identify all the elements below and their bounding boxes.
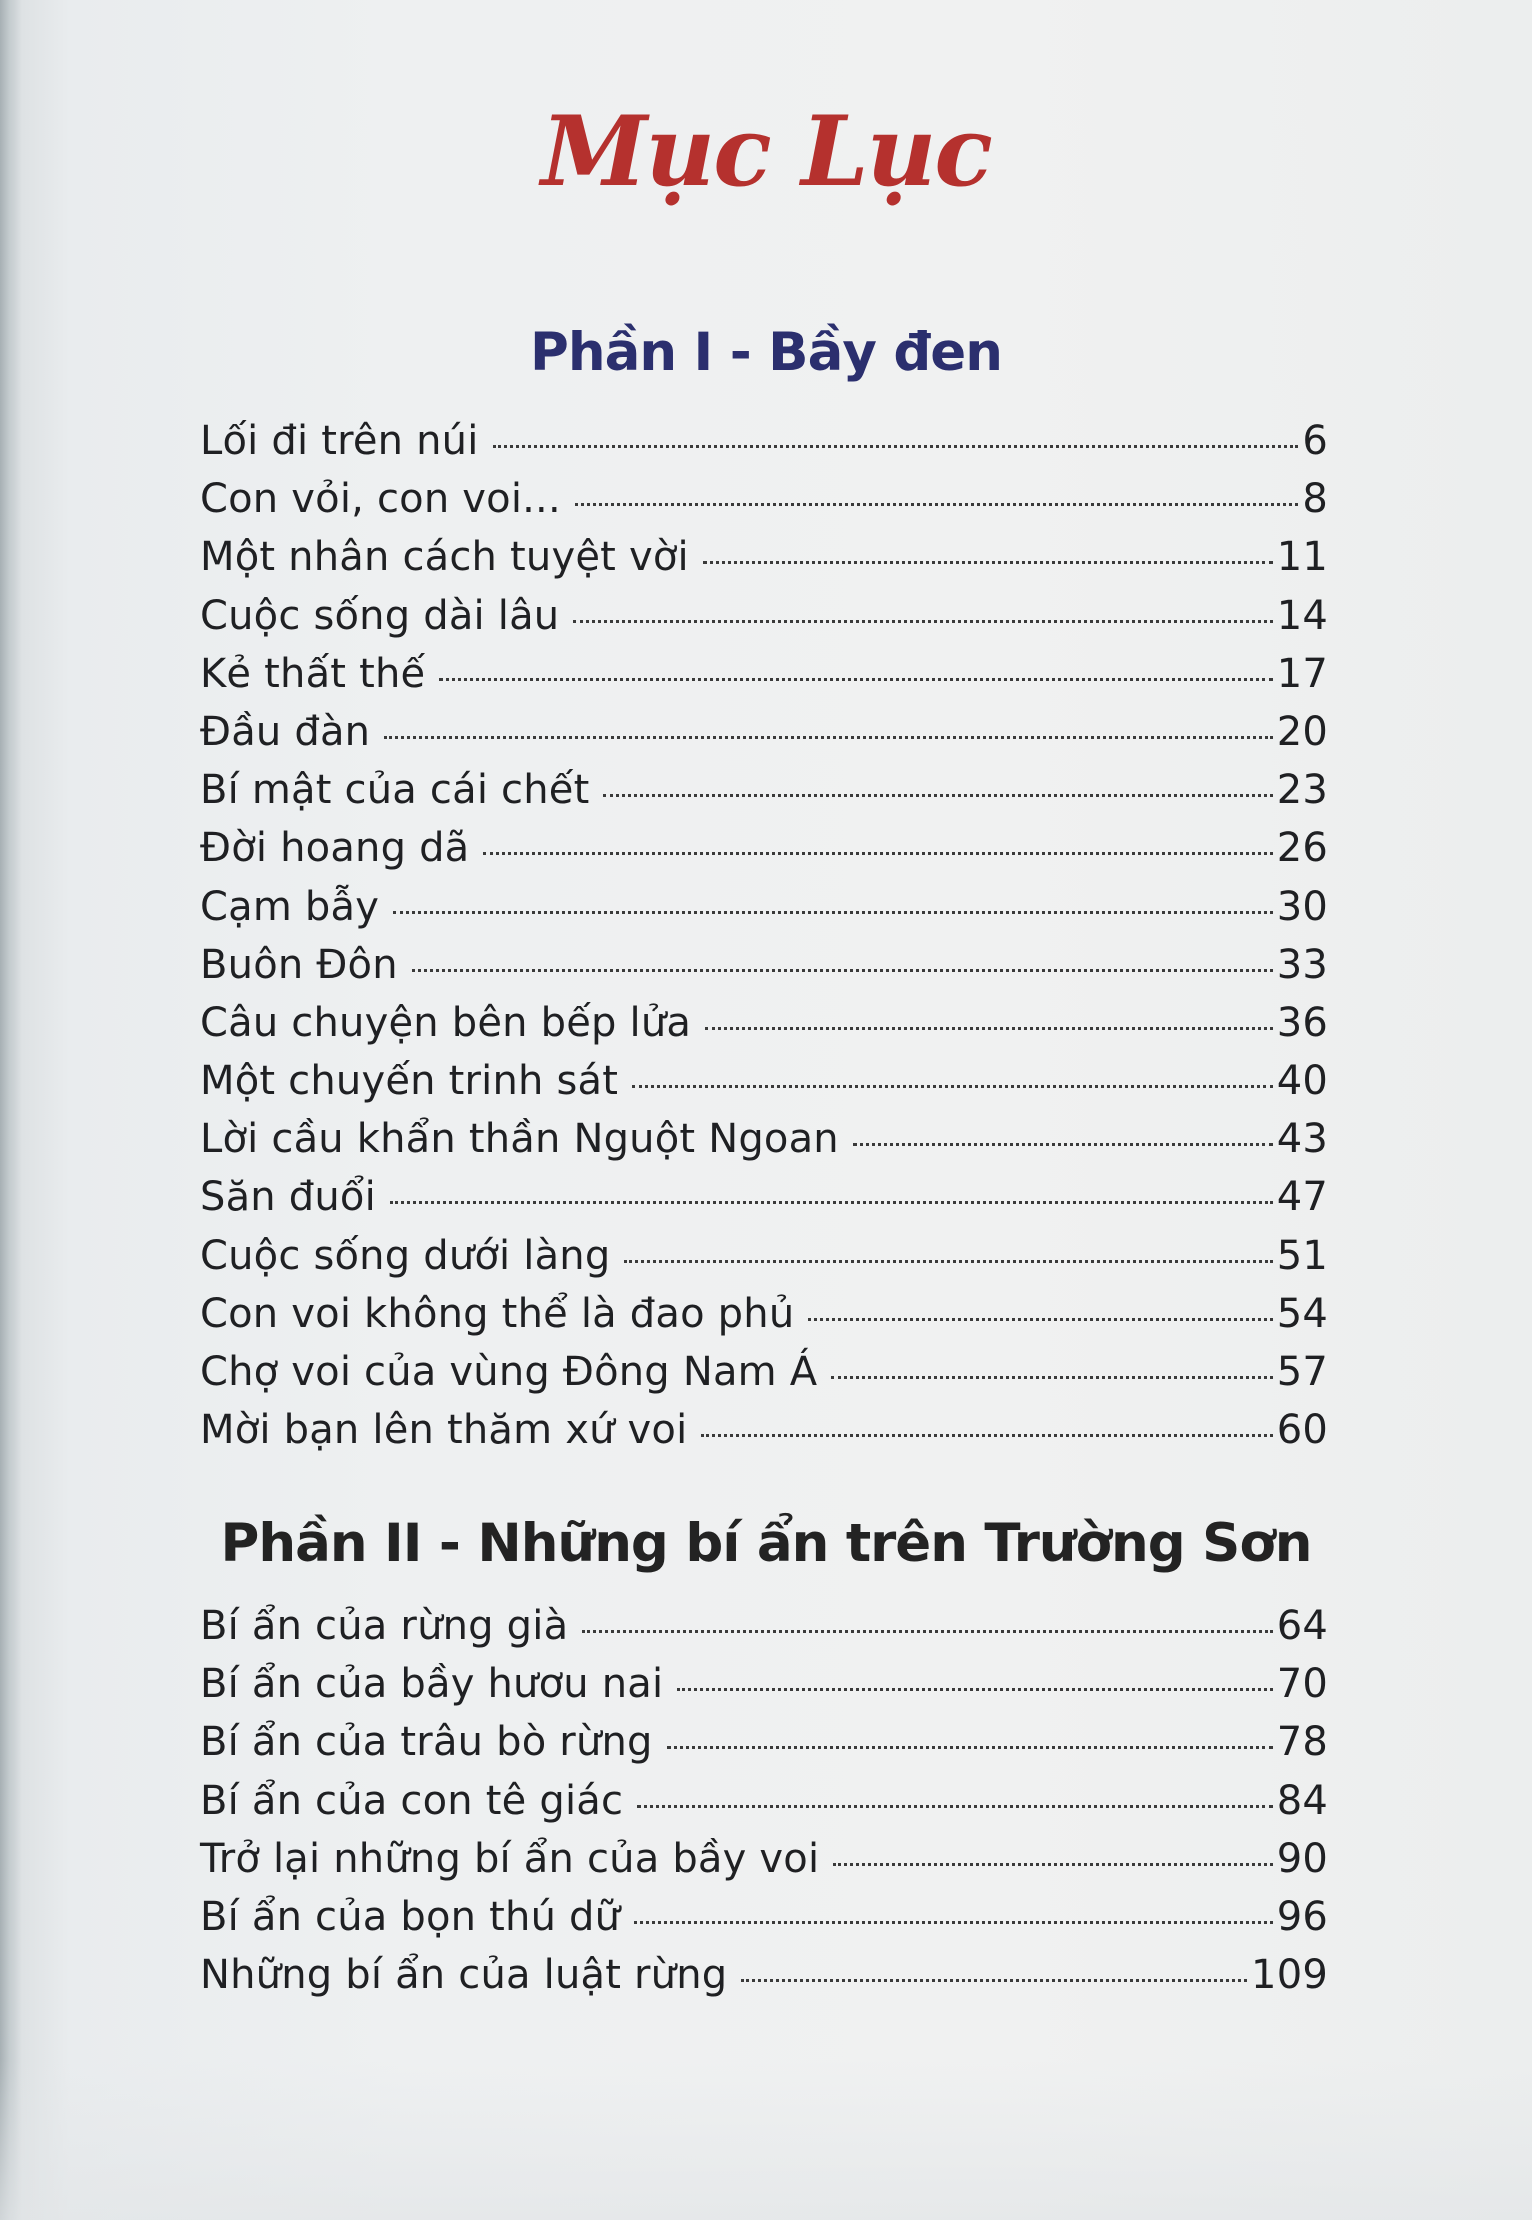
toc-entry — [200, 1778, 1328, 1836]
toc-entry-title: Cuộc sống dưới làng — [200, 1232, 611, 1279]
toc-entry-page-number: 54 — [1276, 1290, 1328, 1337]
toc-entry — [200, 942, 1328, 1000]
toc-entry-page-number: 36 — [1276, 999, 1328, 1046]
section-heading-part-1: Phần I - Bầy đen — [530, 322, 1002, 383]
toc-entry-page-number: 60 — [1276, 1407, 1328, 1454]
toc-entry — [200, 884, 1328, 942]
toc-entry-title: Bí ẩn của con tê giác — [200, 1777, 624, 1824]
toc-entry-title: Trở lại những bí ẩn của bầy voi — [200, 1835, 820, 1882]
toc-list-part-1 — [200, 418, 1328, 1465]
toc-dot-leader — [677, 1688, 1272, 1691]
toc-dot-leader — [741, 1979, 1247, 1982]
toc-list-part-2 — [200, 1603, 1328, 2010]
toc-entry — [200, 1174, 1328, 1232]
toc-dot-leader — [833, 1863, 1272, 1866]
toc-dot-leader — [390, 1201, 1273, 1204]
toc-entry — [200, 767, 1328, 825]
toc-entry — [200, 1291, 1328, 1349]
toc-entry-page-number: 84 — [1276, 1777, 1328, 1824]
toc-entry-page-number: 14 — [1276, 592, 1328, 639]
toc-dot-leader — [384, 736, 1272, 739]
toc-entry-title: Cạm bẫy — [200, 883, 380, 930]
toc-dot-leader — [703, 561, 1273, 564]
toc-entry-title: Con vỏi, con voi... — [200, 476, 561, 523]
toc-entry — [200, 1233, 1328, 1291]
page-title: Mục Lục — [541, 95, 991, 208]
toc-entry-title: Lối đi trên núi — [200, 418, 479, 464]
toc-entry-page-number: 17 — [1276, 650, 1328, 697]
toc-entry-title: Săn đuổi — [200, 1174, 376, 1221]
toc-entry — [200, 418, 1328, 476]
toc-entry-page-number: 30 — [1276, 883, 1328, 930]
toc-dot-leader — [493, 445, 1299, 448]
toc-entry — [200, 593, 1328, 651]
toc-dot-leader — [667, 1746, 1273, 1749]
toc-entry-title: Bí ẩn của bọn thú dữ — [200, 1893, 621, 1940]
toc-dot-leader — [853, 1143, 1273, 1146]
toc-dot-leader — [632, 1085, 1273, 1088]
toc-dot-leader — [439, 678, 1272, 681]
toc-dot-leader — [483, 852, 1272, 855]
toc-entry — [200, 1000, 1328, 1058]
toc-entry-page-number: 26 — [1276, 825, 1328, 872]
page-shadow — [0, 2060, 1532, 2220]
toc-entry-title: Mời bạn lên thăm xứ voi — [200, 1407, 688, 1454]
toc-dot-leader — [637, 1805, 1273, 1808]
toc-entry-title: Con voi không thể là đao phủ — [200, 1290, 795, 1337]
toc-dot-leader — [412, 969, 1273, 972]
toc-entry-title: Một nhân cách tuyệt vời — [200, 534, 689, 581]
toc-entry-title: Bí ẩn của bầy hươu nai — [200, 1661, 664, 1708]
toc-entry — [200, 1407, 1328, 1465]
toc-entry-title: Kẻ thất thế — [200, 650, 426, 697]
toc-entry — [200, 1116, 1328, 1174]
toc-entry — [200, 825, 1328, 883]
toc-dot-leader — [624, 1260, 1272, 1263]
toc-dot-leader — [582, 1630, 1272, 1633]
toc-entry — [200, 476, 1328, 534]
toc-entry-page-number: 96 — [1276, 1893, 1328, 1940]
toc-entry-page-number: 11 — [1276, 534, 1328, 581]
toc-entry-title: Những bí ẩn của luật rừng — [200, 1952, 728, 1999]
toc-entry-title: Một chuyến trinh sát — [200, 1058, 619, 1105]
toc-entry-title: Bí mật của cái chết — [200, 767, 590, 814]
toc-dot-leader — [701, 1434, 1272, 1437]
toc-entry-page-number: 20 — [1276, 708, 1328, 755]
toc-entry — [200, 1661, 1328, 1719]
toc-dot-leader — [603, 794, 1272, 797]
toc-entry — [200, 709, 1328, 767]
toc-dot-leader — [573, 620, 1272, 623]
toc-entry-page-number: 40 — [1276, 1058, 1328, 1105]
toc-entry-title: Bí ẩn của trâu bò rừng — [200, 1719, 653, 1766]
toc-entry-page-number: 70 — [1276, 1661, 1328, 1708]
toc-dot-leader — [808, 1318, 1272, 1321]
toc-entry-title: Bí ẩn của rừng già — [200, 1603, 569, 1649]
toc-entry-title: Câu chuyện bên bếp lửa — [200, 999, 692, 1046]
toc-entry — [200, 1603, 1328, 1661]
toc-entry — [200, 1952, 1328, 2010]
toc-entry-page-number: 23 — [1276, 767, 1328, 814]
toc-entry — [200, 1894, 1328, 1952]
toc-dot-leader — [831, 1376, 1272, 1379]
toc-entry-page-number: 8 — [1302, 476, 1328, 523]
toc-dot-leader — [393, 911, 1273, 914]
toc-entry — [200, 1836, 1328, 1894]
toc-entry-page-number: 78 — [1276, 1719, 1328, 1766]
toc-dot-leader — [575, 503, 1298, 506]
toc-entry-page-number: 64 — [1276, 1603, 1328, 1649]
toc-entry-page-number: 109 — [1251, 1952, 1328, 1999]
toc-entry-page-number: 47 — [1276, 1174, 1328, 1221]
toc-entry — [200, 1349, 1328, 1407]
section-heading-part-2: Phần II - Những bí ẩn trên Trường Sơn — [220, 1513, 1312, 1574]
toc-entry-title: Chợ voi của vùng Đông Nam Á — [200, 1349, 818, 1395]
toc-entry-title: Buôn Đôn — [200, 941, 398, 988]
toc-entry-page-number: 43 — [1276, 1116, 1328, 1163]
toc-entry — [200, 1719, 1328, 1777]
toc-entry-page-number: 57 — [1276, 1349, 1328, 1395]
toc-dot-leader — [634, 1921, 1272, 1924]
toc-entry-title: Lời cầu khẩn thần Nguột Ngoan — [200, 1116, 839, 1163]
toc-entry — [200, 1058, 1328, 1116]
toc-entry — [200, 651, 1328, 709]
toc-entry-title: Đời hoang dã — [200, 825, 470, 872]
toc-entry-page-number: 90 — [1276, 1835, 1328, 1882]
toc-entry — [200, 534, 1328, 592]
toc-entry-page-number: 51 — [1276, 1232, 1328, 1279]
toc-entry-page-number: 33 — [1276, 941, 1328, 988]
toc-dot-leader — [705, 1027, 1273, 1030]
toc-entry-title: Cuộc sống dài lâu — [200, 592, 560, 639]
toc-entry-title: Đầu đàn — [200, 708, 371, 755]
toc-entry-page-number: 6 — [1302, 418, 1328, 464]
